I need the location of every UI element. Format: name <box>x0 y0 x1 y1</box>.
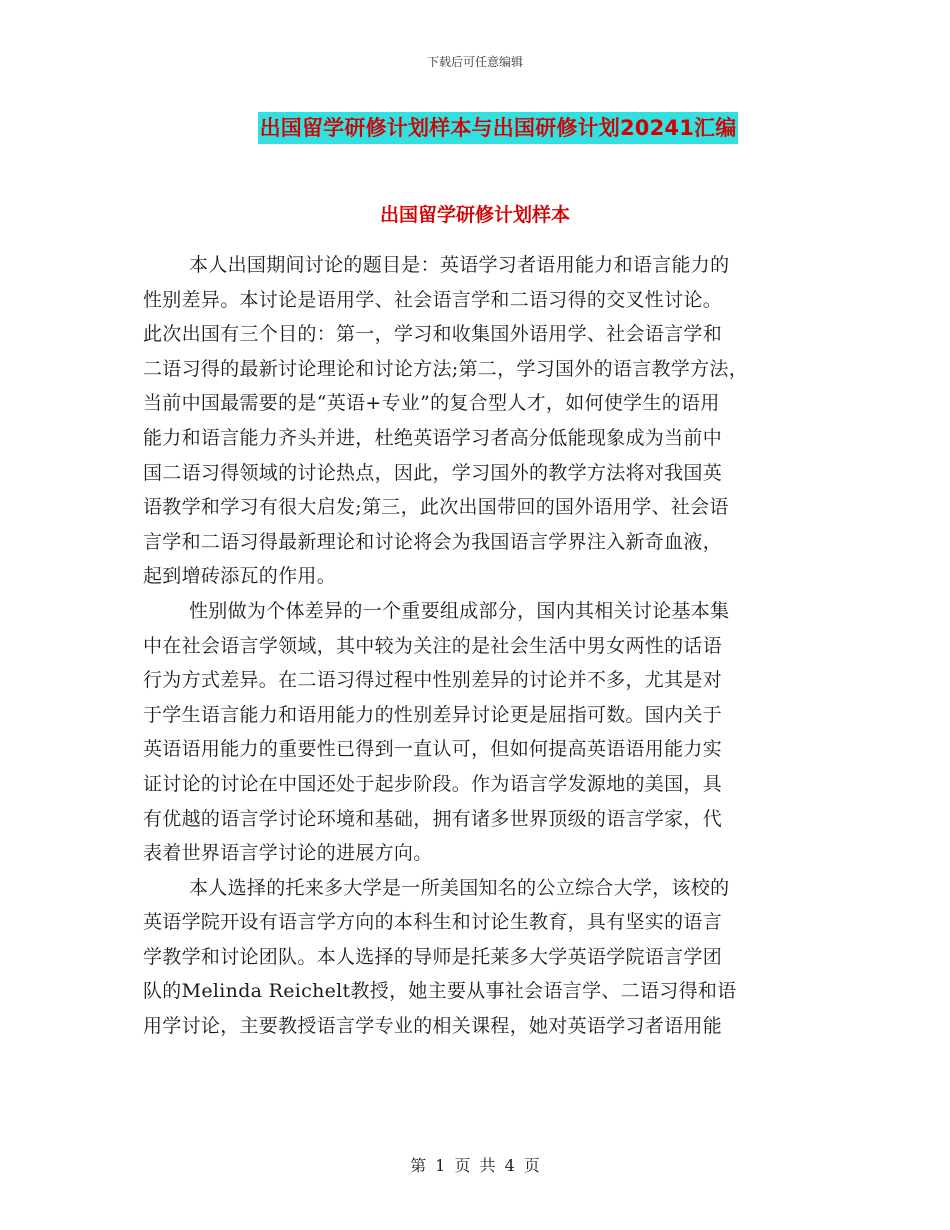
text-line: 英语学院开设有语言学方向的本科生和讨论生教育，具有坚实的语言 <box>143 911 723 934</box>
text-line: 二语习得的最新讨论理论和讨论方法;第二，学习国外的语言教学方法， <box>143 357 749 380</box>
text-line: 能力和语言能力齐头并进，杜绝英语学习者高分低能现象成为当前中 <box>143 426 723 449</box>
text-line: 行为方式差异。在二语习得过程中性别差异的讨论并不多，尤其是对 <box>143 669 723 692</box>
text-line: 表着世界语言学讨论的进展方向。 <box>143 842 433 865</box>
text-line: 中在社会语言学领域，其中较为关注的是社会生活中男女两性的话语 <box>143 634 723 657</box>
document-title-container <box>0 112 950 144</box>
text-line: 性别差异。本讨论是语用学、社会语言学和二语习得的交叉性讨论。 <box>143 288 723 311</box>
text-line: 证讨论的讨论在中国还处于起步阶段。作为语言学发源地的美国，具 <box>143 772 723 795</box>
text-line: 学教学和讨论团队。本人选择的导师是托莱多大学英语学院语言学团 <box>143 945 723 968</box>
text-line: 性别做为个体差异的一个重要组成部分，国内其相关讨论基本集 <box>189 599 730 622</box>
text-line: 起到增砖添瓦的作用。 <box>143 565 337 588</box>
text-line: 英语语用能力的重要性已得到一直认可，但如何提高英语语用能力实 <box>143 738 723 761</box>
paragraph-1 <box>143 248 805 594</box>
text-line: 语教学和学习有很大启发;第三，此次出国带回的国外语用学、社会语 <box>143 496 729 519</box>
text-line: 本人选择的托来多大学是一所美国知名的公立综合大学，该校的 <box>189 876 730 899</box>
paragraph-3 <box>143 871 805 1044</box>
section-title: 出国留学研修计划样本 <box>379 204 570 226</box>
text-line: 于学生语言能力和语用能力的性别差异讨论更是屈指可数。国内关于 <box>143 703 723 726</box>
text-line: 有优越的语言学讨论环境和基础，拥有诸多世界顶级的语言学家，代 <box>143 807 723 830</box>
text-line: 言学和二语习得最新理论和讨论将会为我国语言学界注入新奇血液， <box>143 530 723 553</box>
page-header-note: 下载后可任意编辑 <box>426 55 523 69</box>
text-line: 队的Melinda Reichelt教授，她主要从事社会语言学、二语习得和语 <box>143 980 737 1003</box>
document-body <box>143 248 805 1044</box>
text-line: 用学讨论，主要教授语言学专业的相关课程，她对英语学习者语用能 <box>143 1015 723 1038</box>
document-title: 出国留学研修计划样本与出国研修计划20241汇编 <box>258 112 739 144</box>
text-line: 当前中国最需要的是“英语+专业”的复合型人才，如何使学生的语用 <box>143 392 720 415</box>
paragraph-2 <box>143 594 805 871</box>
page-number: 第 1 页 共 4 页 <box>410 1156 540 1175</box>
text-line: 本人出国期间讨论的题目是：英语学习者语用能力和语言能力的 <box>189 254 730 276</box>
text-line: 此次出国有三个目的：第一，学习和收集国外语用学、社会语言学和 <box>143 323 723 346</box>
text-line: 国二语习得领域的讨论热点，因此，学习国外的教学方法将对我国英 <box>143 461 723 484</box>
